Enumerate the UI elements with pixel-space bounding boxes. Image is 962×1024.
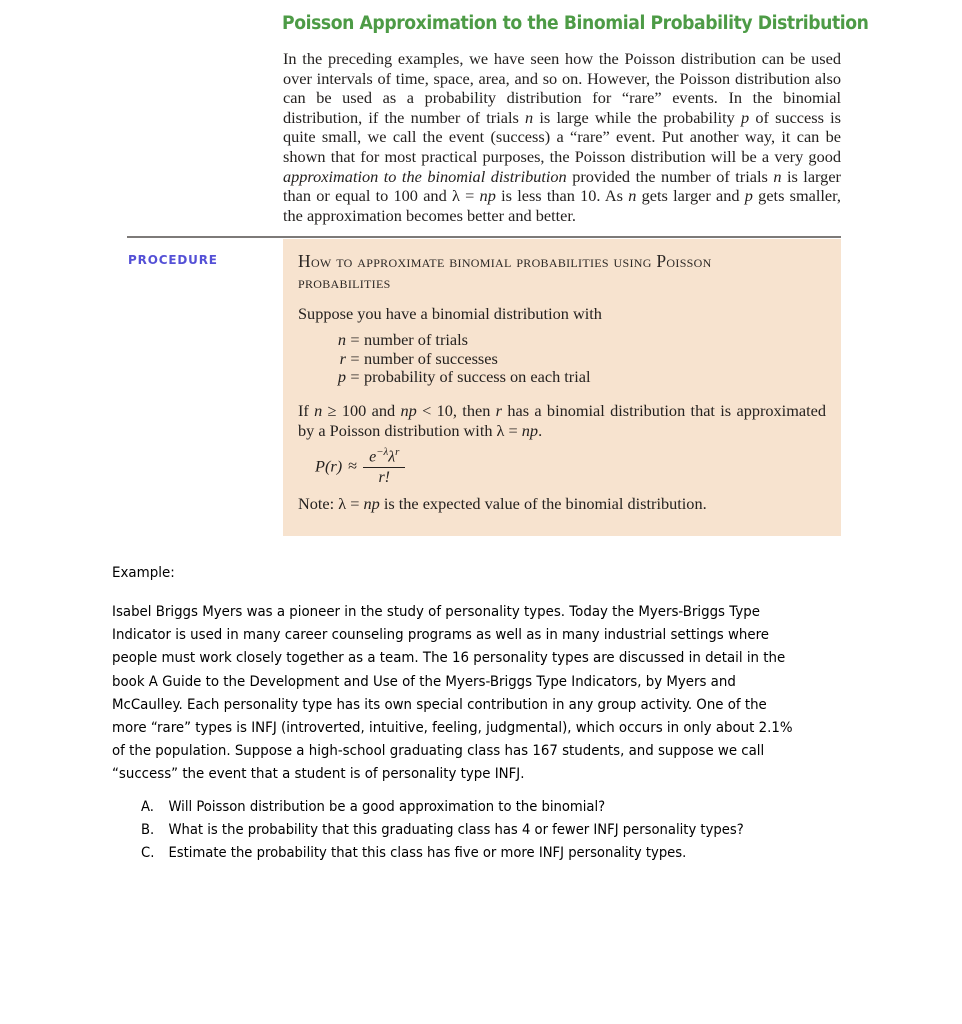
note-text-2: is the expected value of the binomial distribution. [379, 494, 707, 513]
definition-row-r [330, 350, 591, 369]
intro-text-8: gets smaller, the approximation becomes better and better. [283, 186, 841, 225]
question-text: Will Poisson distribution be a good approximation to the binomial? [168, 799, 606, 815]
poisson-formula [315, 447, 405, 488]
procedure-condition [298, 401, 826, 440]
formula-numerator [363, 446, 405, 468]
question-list [141, 796, 855, 866]
definition-row-p [330, 368, 591, 387]
note-text-1: Note: λ = [298, 494, 364, 513]
question-text: Estimate the probability that this class has five or more INFJ personality types. [168, 845, 687, 862]
formula-operator: ≈ [348, 456, 358, 476]
question-item-b [141, 819, 855, 842]
question-marker: C. [141, 845, 155, 862]
definition-symbol: r [339, 348, 346, 368]
definition-equals: = [350, 348, 360, 368]
intro-text-2: is large while the probability [533, 107, 741, 127]
intro-emphasis: approximation to the binomial distribution [283, 166, 567, 186]
intro-paragraph [283, 49, 841, 225]
question-item-c [141, 842, 855, 865]
procedure-box [283, 239, 841, 536]
formula-fraction [363, 446, 405, 487]
definition-text: number of successes [364, 348, 498, 368]
note-variable-np: np [363, 494, 380, 513]
variable-n: n [525, 107, 534, 127]
variable-np: np [479, 186, 496, 206]
procedure-label: PROCEDURE [128, 252, 218, 267]
question-text: What is the probability that this graduating class has 4 or fewer INFJ personality types? [168, 822, 744, 839]
intro-text-5: is larger than or equal to 100 and λ = [283, 166, 841, 206]
variable-n-3: n [628, 186, 637, 206]
formula-e-exponent: −λ [376, 446, 389, 458]
procedure-heading: How to approximate binomial probabilities using Poisson probabilities [298, 251, 712, 292]
intro-text-1: In the preceding examples, we have seen how the Poisson distribution can be used over intervals of time, space, area, and so on. However, the Poisson distribution also can be used as a probability distribution for “rare” events. In the binomial distribution, if the number of trials [283, 49, 841, 127]
formula-lambda-exponent: r [395, 446, 400, 458]
intro-text-4: provided the number of trials [566, 166, 774, 186]
example-paragraph: Isabel Briggs Myers was a pioneer in the study of personality types. Today the Myers-Briggs Type Indicator is used in many career counseling programs as well as in many industrial settings where people must work closely together as a team. The 16 personality types are discussed in detail in the book A Guide to the Development and Use of the Myers-Briggs Type Indicators, by Myers and McCaulley. Each personality type has its own special contribution in any group activity. One of the more “rare” types is INFJ (introverted, intuitive, feeling, judgmental), which occurs in only about 2.1% of the population. Suppose a high-school graduating class has 167 students, and suppose we call “success” the event that a student is of personality type INFJ. [112, 603, 793, 783]
intro-text-7: gets larger and [636, 186, 745, 206]
condition-text-3: < 10, then [416, 401, 496, 420]
condition-text-1: If [298, 401, 315, 420]
intro-text-6: is less than 10. As [495, 186, 629, 206]
definition-symbol: p [337, 367, 346, 386]
procedure-suppose-line: Suppose you have a binomial distribution with [298, 304, 602, 323]
definition-text: probability of success on each trial [364, 367, 591, 386]
formula-lambda: λ [388, 448, 396, 466]
variable-n-2: n [773, 166, 782, 186]
variable-p: p [741, 107, 750, 127]
condition-variable-r: r [495, 401, 503, 420]
question-marker: A. [141, 799, 154, 815]
example-label: Example: [112, 564, 175, 581]
question-item-a [141, 796, 855, 819]
condition-variable-np: np [400, 401, 417, 420]
definition-row-n [330, 331, 591, 350]
condition-text-2: ≥ 100 and [322, 401, 401, 420]
definition-equals: = [350, 330, 360, 349]
intro-text-3: of success is quite small, we call the event (success) a “rare” event. Put another way, it can be shown that for most practical purposes, the Poisson distribution will be a very good [283, 107, 841, 166]
condition-text-4: has a binomial distribution that is approximated by a Poisson distribution with λ = [298, 401, 826, 440]
variable-p-2: p [744, 186, 753, 206]
condition-text-5: . [538, 420, 543, 440]
definition-text: number of trials [364, 330, 468, 349]
procedure-definitions [330, 331, 591, 387]
question-marker: B. [141, 822, 155, 839]
formula-denominator: r! [378, 469, 391, 487]
horizontal-divider [127, 236, 841, 238]
definition-symbol: n [337, 330, 346, 349]
section-title: Poisson Approximation to the Binomial Probability Distribution [282, 13, 869, 34]
condition-variable-np-2: np [521, 420, 539, 440]
formula-lhs: P(r) [315, 456, 343, 476]
condition-variable-n: n [314, 401, 323, 420]
definition-equals: = [350, 367, 360, 386]
procedure-note [298, 494, 707, 514]
formula-e: e [369, 448, 377, 466]
